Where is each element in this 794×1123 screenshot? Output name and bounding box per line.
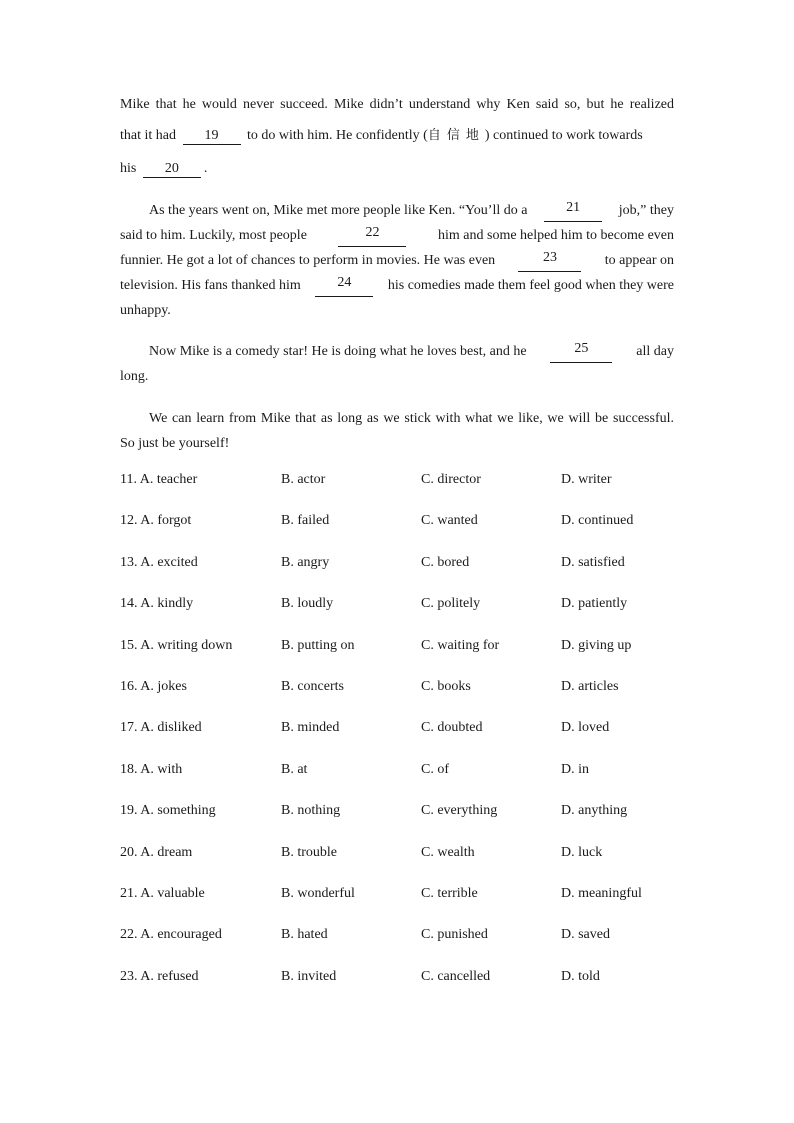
text-fragment: funnier. He got a lot of chances to perform in movies. He was even [120,253,496,268]
option-b: B. wonderful [281,885,355,901]
text-fragment: all day [636,344,674,359]
paragraph-1-line-3 [120,158,207,180]
option-b: B. at [281,761,308,777]
option-d: D. continued [561,513,634,529]
paragraph-2-line-2 [120,225,674,247]
option-a: 21. A. valuable [120,885,205,901]
option-a: 12. A. forgot [120,513,192,529]
paragraph-1-line-1: Mike that he would never succeed. Mike didn’t understand why Ken said so, but he realized [120,97,674,112]
blank-21: 21 [544,200,602,222]
text-fragment: As the years went on, Mike met more people like Ken. “You’ll do a [149,203,528,218]
option-a: 20. A. dream [120,844,193,860]
option-b: B. loudly [281,596,334,612]
question-row [120,472,720,513]
option-d: D. patiently [561,596,628,612]
text-fragment: Now Mike is a comedy star! He is doing what he loves best, and he [149,344,527,359]
blank-19: 19 [183,128,241,145]
text-fragment: ) continued to work towards [484,128,643,143]
option-b: B. angry [281,554,330,570]
blank-22: 22 [338,225,406,247]
text-fragment: job,” they [618,203,674,218]
question-row [120,886,720,927]
option-b: B. minded [281,720,340,736]
option-b: B. invited [281,968,337,984]
blank-23: 23 [518,250,581,272]
blank-25: 25 [550,341,612,363]
question-row [120,720,720,761]
option-c: C. of [421,761,449,777]
paragraph-3-line-1 [149,341,674,363]
text-fragment: . [203,161,208,176]
paragraph-4-line-2: So just be yourself! [120,436,230,451]
question-row [120,596,720,637]
option-c: C. bored [421,554,470,570]
option-a: 14. A. kindly [120,596,194,612]
question-options [120,472,720,1010]
question-row [120,762,720,803]
question-row [120,969,720,1010]
option-d: D. loved [561,720,610,736]
question-row [120,679,720,720]
option-c: C. punished [421,927,488,943]
option-c: C. politely [421,596,481,612]
option-b: B. putting on [281,637,355,653]
option-c: C. everything [421,803,498,819]
option-a: 11. A. teacher [120,472,198,487]
option-a: 23. A. refused [120,968,199,984]
question-row [120,555,720,596]
option-b: B. nothing [281,803,341,819]
option-d: D. anything [561,803,628,819]
question-row [120,845,720,886]
option-a: 22. A. encouraged [120,927,222,943]
option-c: C. terrible [421,885,478,901]
paragraph-2-line-3 [120,250,674,272]
option-a: 17. A. disliked [120,720,202,736]
paragraph-3-line-2: long. [120,369,149,384]
text-fragment: him and some helped him to become even [438,228,674,243]
text-fragment: to appear on [604,253,674,268]
option-a: 18. A. with [120,761,183,777]
text-fragment: his [120,161,137,176]
paragraph-4-line-1: We can learn from Mike that as long as we stick with what we like, we will be successful. [149,411,674,426]
option-c: C. wanted [421,513,478,529]
text-fragment: his comedies made them feel good when they were [387,278,674,293]
chinese-gloss: 自信地 [427,128,485,143]
question-row [120,803,720,844]
text-fragment: that it had [120,128,176,143]
option-b: B. trouble [281,844,337,860]
paragraph-2-line-1 [149,200,674,222]
question-row [120,513,720,554]
option-c: C. director [421,472,481,487]
option-c: C. waiting for [421,637,500,653]
option-c: C. wealth [421,844,475,860]
option-b: B. actor [281,472,326,487]
text-fragment: to do with him. He confidently ( [247,128,428,143]
blank-20: 20 [143,161,201,178]
option-d: D. told [561,968,600,984]
option-b: B. hated [281,927,328,943]
option-c: C. doubted [421,720,483,736]
option-c: C. books [421,678,471,694]
option-a: 16. A. jokes [120,678,187,694]
text-fragment: said to him. Luckily, most people [120,228,307,243]
option-a: 15. A. writing down [120,637,233,653]
text-fragment: television. His fans thanked him [120,278,301,293]
option-d: D. satisfied [561,554,625,570]
option-d: D. articles [561,678,619,694]
paragraph-2-line-4 [120,275,674,297]
question-row [120,638,720,679]
option-c: C. cancelled [421,968,491,984]
option-d: D. writer [561,472,612,487]
question-row [120,927,720,968]
option-d: D. luck [561,844,603,860]
option-d: D. saved [561,927,610,943]
paragraph-2-line-5: unhappy. [120,303,171,318]
option-d: D. giving up [561,637,632,653]
option-a: 13. A. excited [120,554,198,570]
paragraph-1-line-2 [120,125,674,147]
option-b: B. concerts [281,678,344,694]
option-d: D. meaningful [561,885,642,901]
blank-24: 24 [315,275,373,297]
option-a: 19. A. something [120,803,216,819]
option-d: D. in [561,761,589,777]
option-b: B. failed [281,513,330,529]
